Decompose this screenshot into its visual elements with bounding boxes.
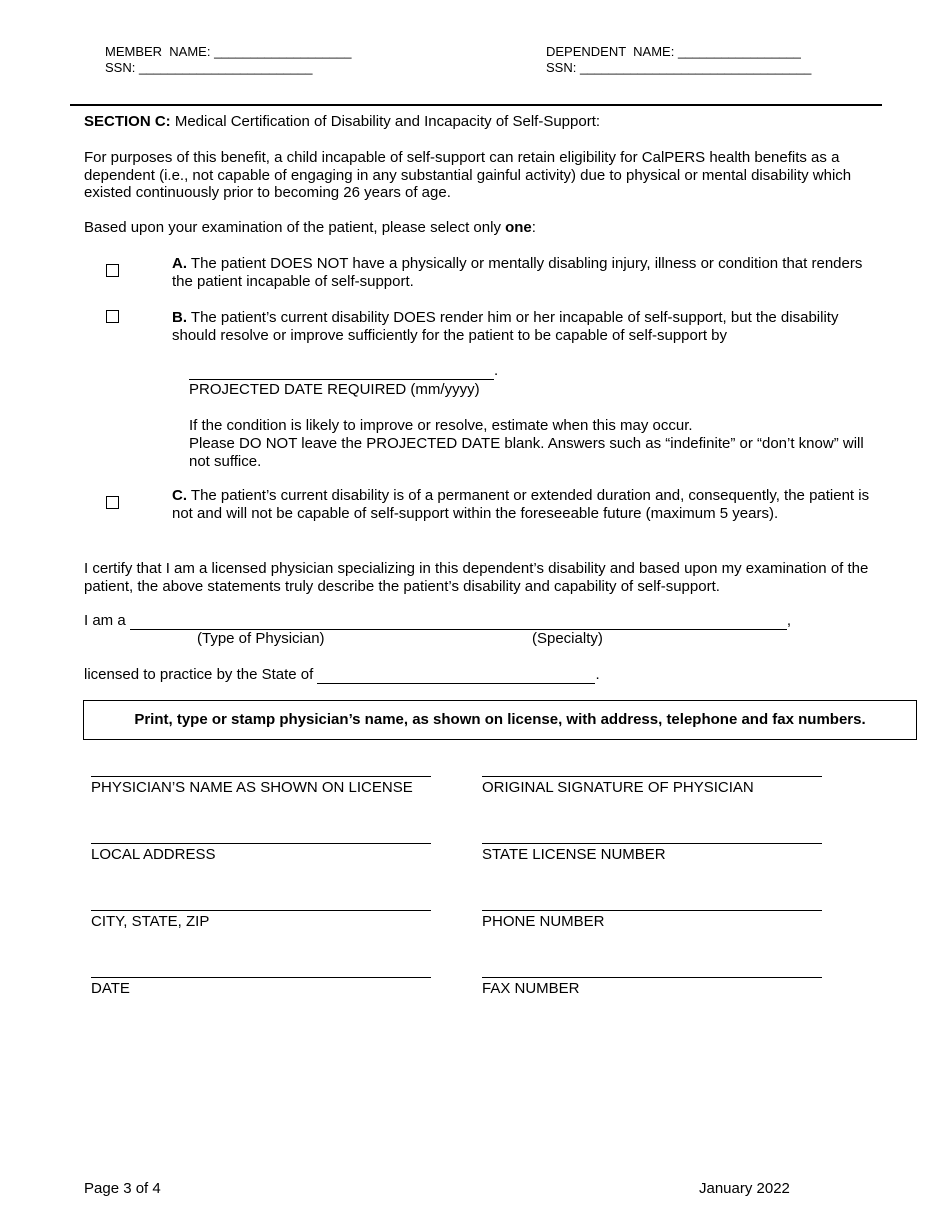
section-heading — [84, 113, 884, 131]
option-b-text: The patient’s current disability DOES render him or her incapable of self-support, but the disability should resolve or improve sufficiently for the patient to be capable of self-support by — [172, 309, 839, 344]
option-b-note — [189, 417, 879, 471]
option-a-text: The patient DOES NOT have a physically or mentally disabling injury, illness or condition that renders the patient incapable of self-support. — [172, 255, 863, 290]
physician-type-specialty-input[interactable] — [130, 613, 787, 630]
city-state-zip-label: CITY, STATE, ZIP — [91, 913, 210, 930]
projected-date-period: . — [494, 362, 499, 379]
select-suffix: : — [531, 219, 536, 236]
licensed-suffix: . — [595, 666, 600, 683]
option-b-checkbox[interactable] — [106, 310, 119, 323]
page-number: Page 3 of 4 — [84, 1180, 161, 1197]
option-c-text: The patient’s current disability is of a permanent or extended duration and, consequently, the patient is not and will not be capable of self-support within the foreseeable future (maximum 5 years). — [172, 487, 870, 522]
type-of-physician-label: (Type of Physician) — [197, 630, 325, 647]
local-address-label: LOCAL ADDRESS — [91, 846, 216, 863]
projected-date-field[interactable] — [189, 362, 498, 380]
local-address-line[interactable] — [91, 843, 431, 844]
fax-number-label: FAX NUMBER — [482, 980, 580, 997]
i-am-line — [84, 612, 791, 630]
fax-number-line[interactable] — [482, 977, 822, 978]
ssn-right-field[interactable]: SSN: ________________________________ — [546, 60, 812, 75]
option-b-note-2: Please DO NOT leave the PROJECTED DATE blank. Answers such as “indefinite” or “don’t know” will not suffice. — [189, 435, 864, 470]
phone-number-line[interactable] — [482, 910, 822, 911]
member-name-field[interactable]: MEMBER NAME: ___________________ — [105, 44, 352, 59]
projected-date-label: PROJECTED DATE REQUIRED (mm/yyyy) — [189, 381, 480, 398]
license-number-line[interactable] — [482, 843, 822, 844]
physician-name-label: PHYSICIAN’S NAME AS SHOWN ON LICENSE — [91, 779, 413, 796]
i-am-suffix: , — [786, 612, 792, 629]
option-a — [172, 255, 877, 291]
date-line[interactable] — [91, 977, 431, 978]
select-prefix: Based upon your examination of the patient, please select only — [84, 219, 506, 236]
license-number-label: STATE LICENSE NUMBER — [482, 846, 666, 863]
signature-label: ORIGINAL SIGNATURE OF PHYSICIAN — [482, 779, 754, 796]
ssn-left-field[interactable]: SSN: ________________________ — [105, 60, 313, 75]
intro-paragraph: For purposes of this benefit, a child incapable of self-support can retain eligibility for CalPERS health benefits as a dependent (i.e., not capable of engaging in any substantial gainful activity) due to physical or mental disability which existed continuously prior to becoming 26 years of age. — [84, 149, 852, 201]
footer-date: January 2022 — [699, 1180, 790, 1197]
phone-number-label: PHONE NUMBER — [482, 913, 605, 930]
option-b — [172, 309, 877, 345]
licensed-state-line — [84, 666, 600, 684]
option-a-letter: A. — [172, 255, 187, 272]
option-c — [172, 487, 877, 523]
date-label: DATE — [91, 980, 130, 997]
signature-line[interactable] — [482, 776, 822, 777]
header-divider — [70, 104, 882, 106]
city-state-zip-line[interactable] — [91, 910, 431, 911]
certify-paragraph: I certify that I am a licensed physician specializing in this dependent’s disability and based upon my examination of the patient, the above statements truly describe the patient’s disability and capability of self-support. — [84, 560, 869, 595]
section-label: SECTION C: — [84, 113, 171, 130]
option-c-letter: C. — [172, 487, 187, 504]
specialty-label: (Specialty) — [532, 630, 603, 647]
projected-date-line[interactable] — [189, 363, 494, 380]
instruction-box: Print, type or stamp physician’s name, as shown on license, with address, telephone and fax numbers. — [83, 700, 917, 740]
i-am-prefix: I am a — [84, 612, 126, 629]
select-instruction — [84, 219, 884, 237]
option-a-checkbox[interactable] — [106, 264, 119, 277]
licensed-prefix: licensed to practice by the State of — [84, 666, 314, 683]
physician-name-line[interactable] — [91, 776, 431, 777]
dependent-name-field[interactable]: DEPENDENT NAME: _________________ — [546, 44, 801, 59]
select-bold: one — [505, 219, 532, 236]
section-title: Medical Certification of Disability and Incapacity of Self-Support: — [170, 113, 601, 130]
option-c-checkbox[interactable] — [106, 496, 119, 509]
license-state-input[interactable] — [317, 667, 595, 684]
option-b-note-1: If the condition is likely to improve or resolve, estimate when this may occur. — [189, 417, 693, 434]
option-b-letter: B. — [172, 309, 187, 326]
